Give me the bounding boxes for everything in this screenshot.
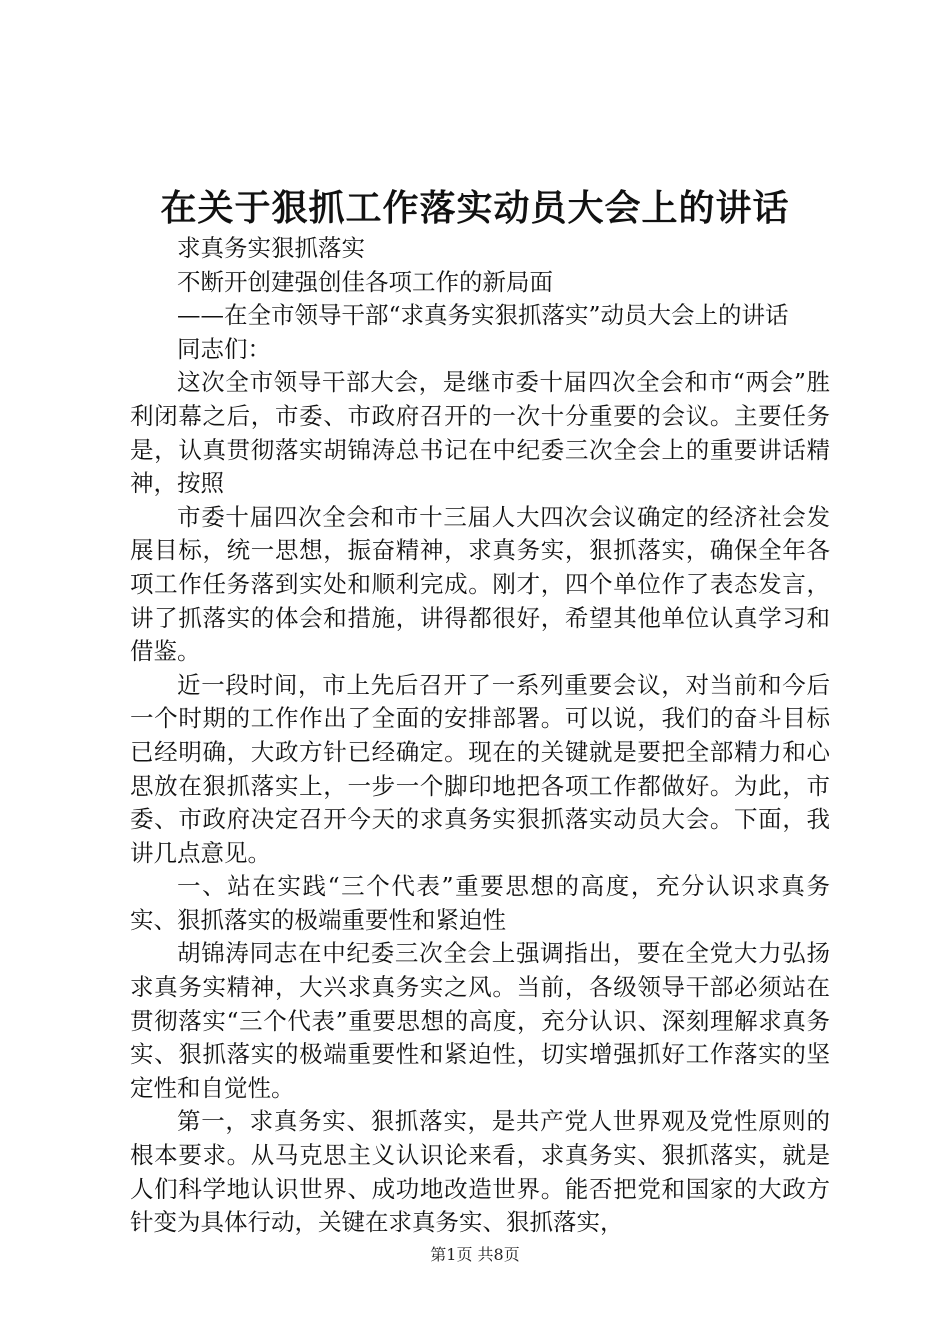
body-paragraph: 市委十届四次全会和市十三届人大四次会议确定的经济社会发展目标，统一思想，振奋精神，求真务实，狠抓落实，确保全年各项工作任务落到实处和顺利完成。刚才，四个单位作了表态发言，讲了抓落实的体会和措施，讲得都很好，希望其他单位认真学习和借鉴。 (130, 502, 830, 666)
body-paragraph: 近一段时间，市上先后召开了一系列重要会议，对当前和今后一个时期的工作作出了全面的安排部署。可以说，我们的奋斗目标已经明确，大政方针已经确定。现在的关键就是要把全部精力和心思放在狠抓落实上，一步一个脚印地把各项工作都做好。为此，市委、市政府决定召开今天的求真务实狠抓落实动员大会。下面，我讲几点意见。 (130, 670, 830, 867)
subtitle-line: 不断开创建强创佳各项工作的新局面 (177, 267, 553, 296)
salutation: 同志们： (177, 334, 271, 363)
body-paragraph: 胡锦涛同志在中纪委三次全会上强调指出，要在全党大力弘扬求真务实精神，大兴求真务实之风。当前，各级领导干部必须站在贯彻落实“三个代表”重要思想的高度，充分认识、深刻理解求真务实、狠抓落实的极端重要性和紧迫性，切实增强抓好工作落实的坚定性和自觉性。 (130, 939, 830, 1102)
document-title: 在关于狠抓工作落实动员大会上的讲话 (160, 187, 790, 229)
subtitle-line: 求真务实狠抓落实 (177, 234, 365, 262)
body-paragraph: 这次全市领导干部大会，是继市委十届四次全会和市“两会”胜利闭幕之后，市委、市政府召开的一次十分重要的会议。主要任务是，认真贯彻落实胡锦涛总书记在中纪委三次全会上的重要讲话精神，按照 (130, 368, 830, 498)
section-heading: 一、站在实践“三个代表”重要思想的高度，充分认识求真务实、狠抓落实的极端重要性和紧迫性 (130, 872, 830, 934)
body-paragraph: 第一，求真务实、狠抓落实，是共产党人世界观及党性原则的根本要求。从马克思主义认识论来看，求真务实、狠抓落实，就是人们科学地认识世界、成功地改造世界。能否把党和国家的大政方针变为具体行动，关键在求真务实、狠抓落实， (130, 1107, 830, 1237)
document-body (130, 232, 830, 1240)
subtitle-line: ——在全市领导干部“求真务实狠抓落实”动员大会上的讲话 (177, 301, 789, 330)
page-number: 第1页 共8页 (430, 1245, 520, 1264)
